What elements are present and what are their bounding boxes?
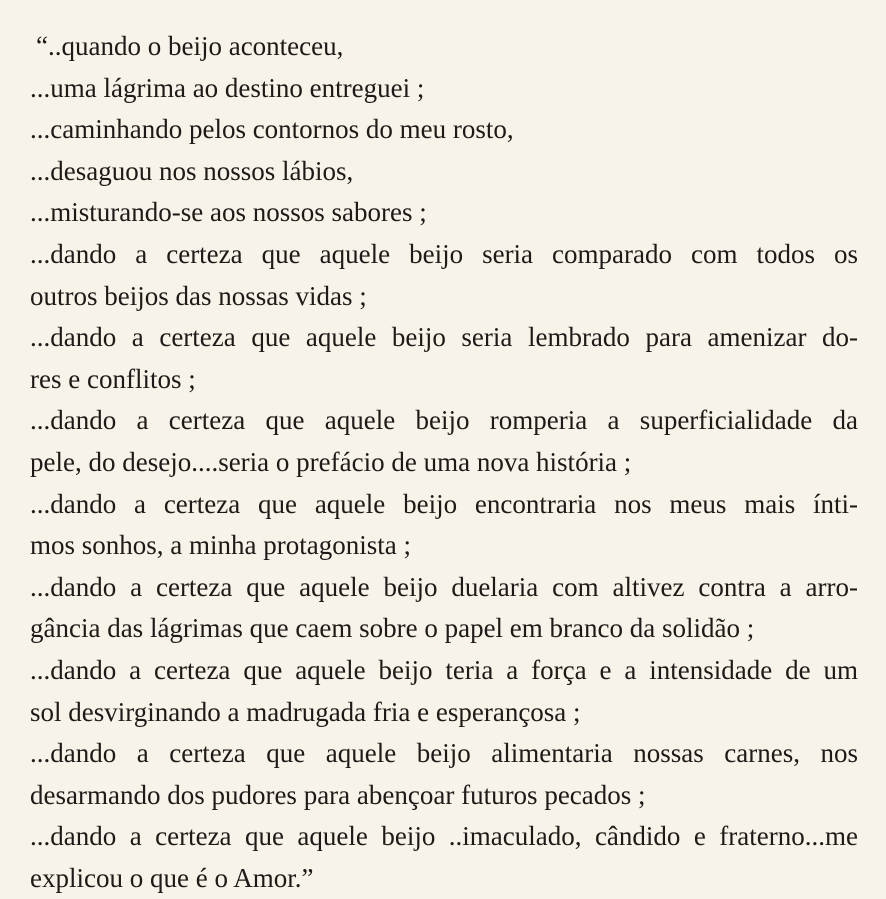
poem-line: ...misturando-se aos nossos sabores ; [30,197,427,228]
poem-line: res e conflitos ; [30,363,196,394]
poem-line: ...dando a certeza que aquele beijo seria comparado com todos os [30,238,858,269]
poem-line: ...dando a certeza que aquele beijo romperia a superficialidade da [30,405,858,436]
poem-line: ...dando a certeza que aquele beijo alimentaria nossas carnes, nos [30,738,858,769]
poem-line: explicou o que é o Amor.” [30,862,314,893]
poem-line: ...caminhando pelos contornos do meu rosto, [30,114,514,145]
poem-line: ...dando a certeza que aquele beijo duelaria com altivez contra a arro- [30,571,858,602]
poem-line: sol desvirginando a madrugada fria e esperançosa ; [30,696,581,727]
poem-line: ...dando a certeza que aquele beijo teria a força e a intensidade de um [30,654,858,685]
poem-line: ...desaguou nos nossos lábios, [30,155,354,186]
poem-line: “..quando o beijo aconteceu, [36,31,344,61]
poem-line: mos sonhos, a minha protagonista ; [30,530,411,561]
poem-line: outros beijos das nossas vidas ; [30,280,367,311]
poem-text [30,26,858,899]
poem-line: ...dando a certeza que aquele beijo encontraria nos meus mais ínti- [30,488,858,519]
poem-line: desarmando dos pudores para abençoar futuros pecados ; [30,779,646,810]
poem-line: pele, do desejo....seria o prefácio de uma nova história ; [30,446,632,477]
poem-line: gância das lágrimas que caem sobre o papel em branco da solidão ; [30,613,755,644]
poem-line: ...dando a certeza que aquele beijo seria lembrado para amenizar do- [30,322,858,353]
poem-line: ...uma lágrima ao destino entreguei ; [30,72,425,103]
poem-line: ...dando a certeza que aquele beijo ..imaculado, cândido e fraterno...me [30,821,858,852]
